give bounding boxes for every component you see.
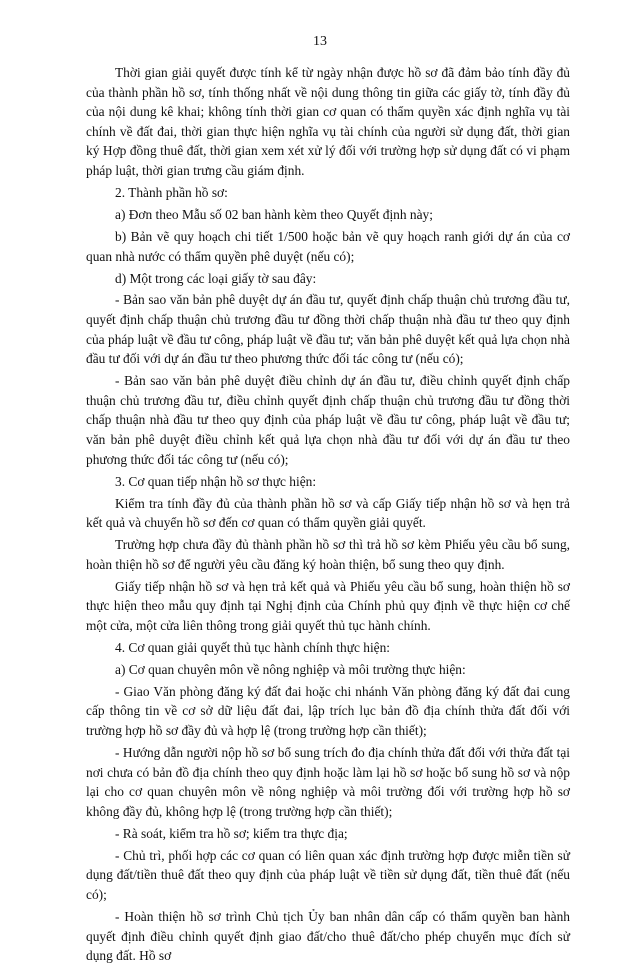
document-body — [86, 63, 570, 968]
paragraph-bullet-coordinate: - Chủ trì, phối hợp các cơ quan có liên quan xác định trường hợp được miễn tiền sử dụng đất/tiền thuê đất theo quy định của pháp luật về tiền sử dụng đất, tiền thuê đất (nếu có); — [86, 847, 570, 902]
paragraph-bullet-approval: - Bản sao văn bản phê duyệt dự án đầu tư, quyết định chấp thuận chủ trương đầu tư, quyết định chấp thuận chủ trương đầu tư đồng thời chấp thuận nhà đầu tư theo quy định của pháp luật về đầu tư công, pháp luật về đầu tư; văn bản phê duyệt kết quả lựa chọn nhà đầu tư đối với dự án đầu tư theo phương thức đối tác công tư (nếu có); — [86, 292, 570, 367]
paragraph-receipt-form: Giấy tiếp nhận hồ sơ và hẹn trả kết quả và Phiếu yêu cầu bổ sung, hoàn thiện hồ sơ thực hiện theo mẫu quy định tại Nghị định của Chính phủ quy định về thực hiện cơ chế một cửa, một cửa liên thông trong giải quyết thủ tục hành chính. — [86, 578, 570, 633]
paragraph-item-b: b) Bản vẽ quy hoạch chi tiết 1/500 hoặc bản vẽ quy hoạch ranh giới dự án của cơ quan nhà nước có thẩm quyền phê duyệt (nếu có); — [86, 228, 570, 264]
paragraph-item-d: d) Một trong các loại giấy tờ sau đây: — [115, 270, 317, 286]
heading-section-2: 2. Thành phần hồ sơ: — [115, 184, 228, 200]
paragraph-bullet-review: - Rà soát, kiểm tra hồ sơ; kiểm tra thực địa; — [115, 825, 348, 841]
paragraph-bullet-finalize: - Hoàn thiện hồ sơ trình Chủ tịch Ủy ban nhân dân cấp có thẩm quyền ban hành quyết định điều chỉnh quyết định giao đất/cho thuê đất/cho phép chuyển mục đích sử dụng đất. Hồ sơ — [86, 908, 570, 964]
paragraph-bullet-adjustment: - Bản sao văn bản phê duyệt điều chỉnh dự án đầu tư, điều chỉnh quyết định chấp thuận chủ trương đầu tư, điều chỉnh quyết định chấp thuận chủ trương đầu tư đồng thời chấp thuận nhà đầu tư theo quy định của pháp luật về đầu tư công, pháp luật về đầu tư; văn bản phê duyệt điều chỉnh kết quả lựa chọn nhà đầu tư đối với dự án đầu tư theo phương thức đối tác công tư (nếu có); — [86, 373, 570, 467]
paragraph-item-a: a) Đơn theo Mẫu số 02 ban hành kèm theo Quyết định này; — [115, 206, 433, 222]
page-number: 13 — [313, 34, 327, 49]
paragraph-incomplete-case: Trường hợp chưa đầy đủ thành phần hồ sơ thì trả hồ sơ kèm Phiếu yêu cầu bổ sung, hoàn thiện hồ sơ để người yêu cầu đăng ký hoàn thiện, bổ sung theo quy định. — [86, 537, 570, 572]
heading-section-3: 3. Cơ quan tiếp nhận hồ sơ thực hiện: — [115, 473, 317, 489]
paragraph-check-completeness: Kiểm tra tính đầy đủ của thành phần hồ sơ và cấp Giấy tiếp nhận hồ sơ và hẹn trả kết quả và chuyển hồ sơ đến cơ quan có thẩm quyền giải quyết. — [86, 495, 570, 531]
paragraph-item-a-agency: a) Cơ quan chuyên môn về nông nghiệp và môi trường thực hiện: — [115, 661, 466, 677]
paragraph-bullet-guidance: - Hướng dẫn người nộp hồ sơ bổ sung trích đo địa chính thửa đất đối với thửa đất tại nơi chưa có bản đồ địa chính theo quy định hoặc làm lại hồ sơ hoặc bổ sung hồ sơ và nộp lại cho cơ quan chuyên môn về nông nghiệp và môi trường đối với trường hợp hồ sơ không đầy đủ, không hợp lệ (trong trường hợp cần thiết); — [86, 745, 570, 819]
paragraph-processing-time: Thời gian giải quyết được tính kể từ ngày nhận được hồ sơ đã đảm bảo tính đầy đủ của thành phần hồ sơ, tính thống nhất về nội dung thông tin giữa các giấy tờ, tính đầy đủ của nội dung kê khai; không tính thời gian cơ quan có thẩm quyền xác định nghĩa vụ tài chính về đất đai, thời gian thực hiện nghĩa vụ tài chính của người sử dụng đất, thời gian ký Hợp đồng thuê đất, thời gian xem xét xử lý đối với trường hợp sử dụng đất có vi phạm pháp luật, thời gian trưng cầu giám định. — [86, 65, 570, 178]
paragraph-bullet-land-office: - Giao Văn phòng đăng ký đất đai hoặc chi nhánh Văn phòng đăng ký đất đai cung cấp thông tin về cơ sở dữ liệu đất đai, lập trích lục bản đồ địa chính thửa đất đối với trường hợp hồ sơ đầy đủ và hợp lệ (trong trường hợp cần thiết); — [86, 683, 570, 739]
heading-section-4: 4. Cơ quan giải quyết thủ tục hành chính thực hiện: — [115, 639, 391, 655]
